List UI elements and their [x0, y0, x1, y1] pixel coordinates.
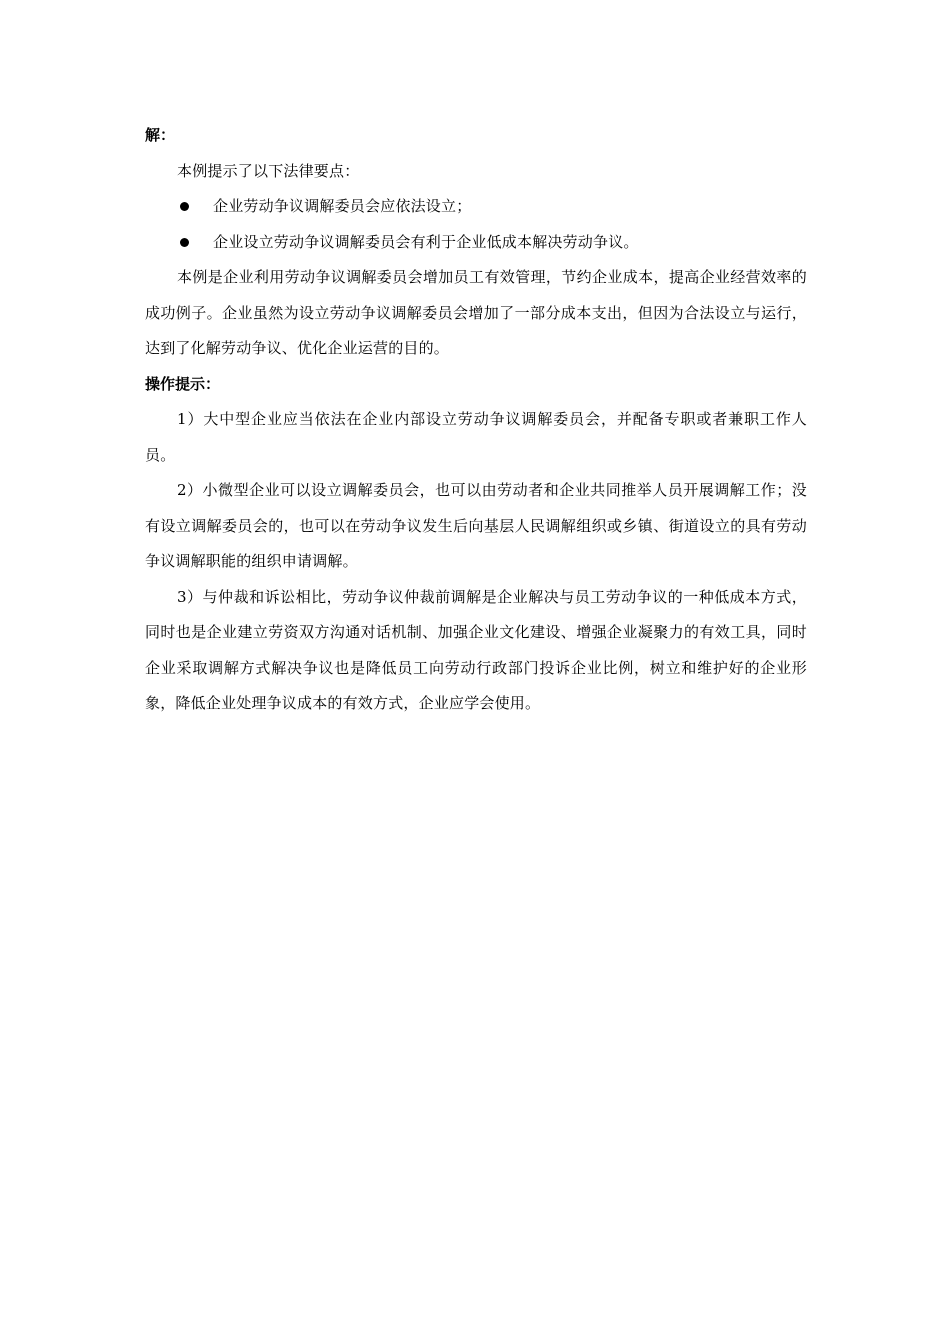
- document-page: [145, 118, 807, 722]
- body-paragraph: 本例是企业利用劳动争议调解委员会增加员工有效管理，节约企业成本，提高企业经营效率的成功例子。企业虽然为设立劳动争议调解委员会增加了一部分成本支出，但因为合法设立与运行，达到了化解劳动争议、优化企业运营的目的。: [145, 268, 807, 357]
- bullet-text: 企业设立劳动争议调解委员会有利于企业低成本解决劳动争议。: [213, 232, 639, 251]
- tip-paragraph-1: 1）大中型企业应当依法在企业内部设立劳动争议调解委员会，并配备专职或者兼职工作人员。: [145, 410, 807, 464]
- tip-paragraph-3: 3）与仲裁和诉讼相比，劳动争议仲裁前调解是企业解决与员工劳动争议的一种低成本方式，同时也是企业建立劳资双方沟通对话机制、加强企业文化建设、增强企业凝聚力的有效工具，同时企业采取调解方式解决争议也是降低员工向劳动行政部门投诉企业比例，树立和维护好的企业形象，降低企业处理争议成本的有效方式，企业应学会使用。: [145, 587, 807, 712]
- bullet-dot-icon: [180, 238, 189, 247]
- tip-paragraph-2: 2）小微型企业可以设立调解委员会，也可以由劳动者和企业共同推举人员开展调解工作；没有设立调解委员会的，也可以在劳动争议发生后向基层人民调解组织或乡镇、街道设立的具有劳动争议调解职能的组织申请调解。: [145, 481, 807, 570]
- bullet-dot-icon: [180, 202, 189, 211]
- bullet-text: 企业劳动争议调解委员会应依法设立；: [213, 197, 472, 215]
- section-heading-answer: 解：: [145, 126, 176, 144]
- bullet-item: [145, 225, 807, 261]
- section-heading-tips: 操作提示：: [145, 374, 221, 393]
- bullet-item: [145, 189, 807, 225]
- intro-paragraph: 本例提示了以下法律要点：: [177, 161, 360, 180]
